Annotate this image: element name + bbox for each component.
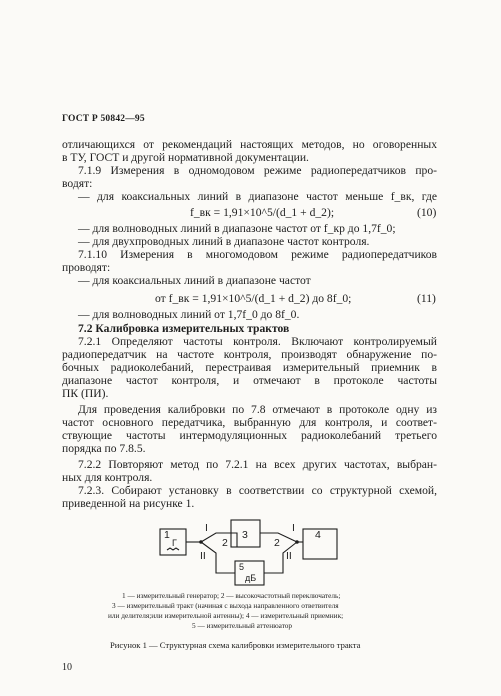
- body-line: бочных радиоколебаний, перестраивая измерительный приемник в: [62, 361, 437, 374]
- document-header: ГОСТ Р 50842—95: [62, 114, 145, 124]
- label-position-i-left: I: [205, 522, 208, 534]
- label-position-ii-left: II: [200, 550, 206, 562]
- label-switch-right: 2: [274, 537, 280, 549]
- body-line: — для двухпроводных линий в диапазоне частот контроля.: [78, 235, 370, 248]
- figure-legend-line: 5 — измерительный аттенюатор: [192, 621, 293, 630]
- formula-10: f_вк = 1,91×10^5/(d_1 + d_2);: [190, 206, 335, 219]
- page-number: 10: [62, 662, 72, 673]
- figure-legend-line: 3 — измерительный тракт (начиная с выхода направленного ответвителя: [112, 601, 339, 610]
- body-line: проводят:: [62, 261, 111, 274]
- wire-lower-left: [201, 542, 235, 573]
- formula-11: от f_вк = 1,91×10^5/(d_1 + d_2) до 8f_0;: [155, 292, 352, 305]
- label-position-ii-right: II: [286, 550, 292, 562]
- wire-upper-left: [201, 533, 237, 547]
- generator-symbol: Г: [172, 538, 177, 548]
- body-line: водят:: [62, 177, 93, 190]
- body-line: — для коаксиальных линий в диапазоне частот меньше f_вк, где: [78, 190, 437, 203]
- body-line: порядка по 7.8.5.: [62, 442, 146, 455]
- label-block-4: 4: [315, 529, 321, 541]
- wire-lower-right: [264, 542, 297, 573]
- body-line: радиопередатчик на частоте контроля, производят обнаружение по-: [62, 348, 437, 361]
- label-block-3: 3: [242, 529, 248, 541]
- attenuator-symbol: дБ: [245, 573, 257, 583]
- figure-legend-line: 1 — измерительный генератор; 2 — высокочастотный переключатель;: [122, 591, 341, 600]
- figure-legend-line: или делителя;или измерительной антенны); 4 — измерительный приемник;: [108, 611, 344, 620]
- figure-caption: Рисунок 1 — Структурная схема калибровки измерительного тракта: [110, 640, 361, 650]
- formula-number-11: (11): [417, 292, 436, 305]
- body-line: — для волноводных линий в диапазоне частот от f_кр до 1,7f_0;: [78, 222, 396, 235]
- label-block-5: 5: [239, 562, 245, 572]
- body-line: частот основного передатчика, выбранную для контроля, и соответ-: [62, 416, 437, 429]
- body-line: Для проведения калибровки по 7.8 отмечают в протоколе одну из: [78, 403, 437, 416]
- clause-7-2-1: 7.2.1 Определяют частоты контроля. Включают контролируемый: [78, 335, 437, 348]
- body-line: — для коаксиальных линий в диапазоне частот: [78, 274, 311, 287]
- body-line: ствующие частоты интермодуляционных радиоколебаний третьего: [62, 429, 437, 442]
- body-line: в ТУ, ГОСТ и другой нормативной документации.: [62, 151, 309, 164]
- clause-7-2-2: 7.2.2 Повторяют метод по 7.2.1 на всех других частотах, выбран-: [78, 458, 437, 471]
- label-position-i-right: I: [292, 522, 295, 534]
- section-heading: 7.2 Калибровка измерительных трактов: [78, 322, 290, 335]
- calibration-diagram: [155, 518, 365, 588]
- body-line: отличающихся от рекомендаций настоящих методов, но оговоренных: [62, 138, 437, 151]
- body-line: диапазоне частот контроля, и отмечают в протоколе частоты: [62, 374, 437, 387]
- switch-contact-right: [295, 540, 299, 544]
- label-block-1: 1: [164, 529, 170, 541]
- body-line: приведенной на рисунке 1.: [62, 497, 195, 510]
- switch-contact-left: [199, 540, 203, 544]
- body-line: — для волноводных линий от 1,7f_0 до 8f_0.: [78, 308, 300, 321]
- body-line: ных для контроля.: [62, 471, 153, 484]
- clause-7-1-10: 7.1.10 Измерения в многомодовом режиме радиопередатчиков: [78, 248, 437, 261]
- body-line: ПК (ПИ).: [62, 387, 109, 400]
- sine-icon: [167, 548, 179, 550]
- clause-7-1-9: 7.1.9 Измерения в одномодовом режиме радиопередатчиков про-: [78, 164, 437, 177]
- clause-7-2-3: 7.2.3. Собирают установку в соответствии со структурной схемой,: [78, 484, 437, 497]
- formula-number-10: (10): [417, 206, 437, 219]
- label-switch-left: 2: [222, 537, 228, 549]
